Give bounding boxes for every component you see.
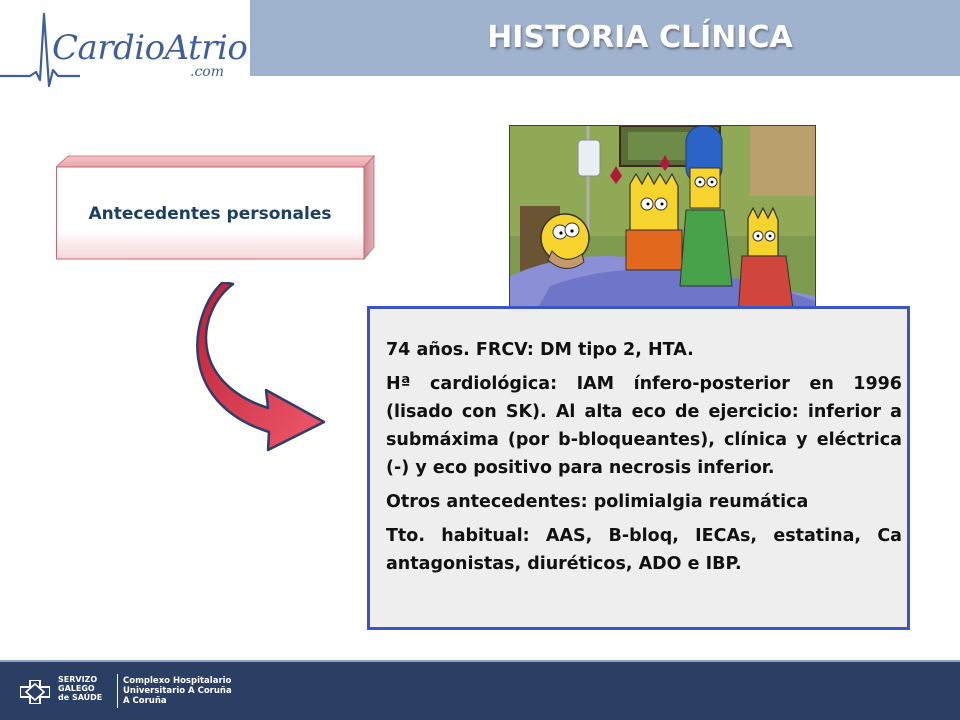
logo-domain-text: .com — [190, 64, 224, 80]
logo-brand-text: CardioAtrio — [52, 28, 248, 68]
cartoon-illustration — [509, 125, 816, 323]
history-cardiology: Hª cardiológica: IAM ínfero-posterior en 1996 (lisado con SK). Al alta eco de ejercicio: inferior a submáxima (por b-bloqueantes), clínica y eléctrica (-) y eco positivo para necrosis inferior. — [386, 374, 902, 478]
history-age-risk-factors: 74 años. FRCV: DM tipo 2, HTA. — [386, 340, 694, 360]
servizo-galego-label — [58, 675, 102, 702]
curved-arrow-icon — [196, 282, 328, 452]
servizo-line-3: de SAÚDE — [58, 693, 103, 702]
patient-history-box — [367, 306, 910, 630]
hospital-line-3: A Coruña — [123, 696, 167, 706]
servizo-line-1: SERVIZO — [58, 675, 98, 684]
history-treatment: Tto. habitual: AAS, B-bloq, IECAs, estatina, Ca antagonistas, diuréticos, ADO e IBP. — [386, 526, 902, 574]
hospital-label — [123, 676, 232, 706]
sergas-cross-icon — [20, 680, 50, 704]
section-label: Antecedentes personales — [88, 203, 332, 224]
patient-history-text — [386, 336, 902, 584]
hospital-scene-image — [510, 126, 815, 322]
logo[interactable] — [0, 0, 250, 90]
hospital-line-2: Universitario A Coruña — [123, 686, 232, 696]
page-title: HISTORIA CLÍNICA — [487, 20, 793, 55]
hospital-line-1: Complexo Hospitalario — [123, 676, 232, 686]
servizo-line-2: GALEGO — [58, 684, 95, 693]
history-other: Otros antecedentes: polimialgia reumática — [386, 492, 809, 512]
footer-separator — [117, 674, 118, 708]
